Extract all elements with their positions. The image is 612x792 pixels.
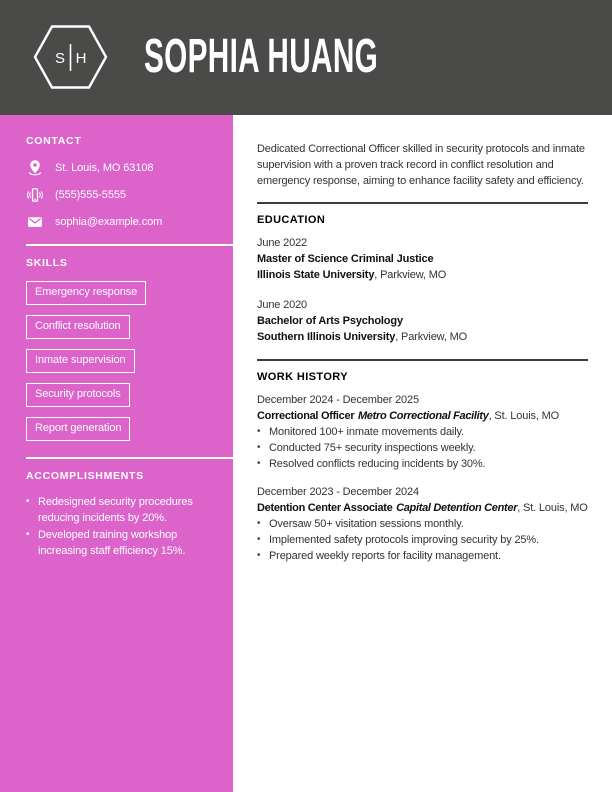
phone-icon	[26, 186, 44, 204]
skills-heading: SKILLS	[26, 257, 68, 269]
job-bullet	[257, 440, 588, 456]
job-dates: December 2023 - December 2024	[257, 486, 419, 498]
job-dates: December 2024 - December 2025	[257, 394, 419, 406]
job-title: Correctional Officer	[257, 410, 355, 422]
job-bullet	[257, 548, 588, 564]
bullet-dot: •	[26, 529, 30, 540]
skill-tag: Emergency response	[26, 281, 146, 305]
job-bullet	[257, 516, 588, 532]
bullet-dot: •	[257, 442, 261, 453]
job-bullet-text: Resolved conflicts reducing incidents by 30%.	[269, 458, 486, 470]
person-name: SOPHIA HUANG	[144, 30, 379, 83]
sidebar-divider	[26, 457, 233, 459]
bullet-dot: •	[257, 550, 261, 561]
section-divider	[257, 202, 588, 204]
sidebar-divider	[26, 244, 233, 246]
contact-row-phone	[26, 186, 217, 204]
accomplishments-heading: ACCOMPLISHMENTS	[26, 470, 144, 482]
skill-tag: Report generation	[26, 417, 130, 441]
job-bullet-text: Monitored 100+ inmate movements daily.	[269, 426, 464, 438]
professional-summary: Dedicated Correctional Officer skilled in security protocols and inmate supervision with a proven track record in conflict resolution and emergency response, aiming to enhance facility safety and efficiency.	[257, 143, 585, 187]
accomplishment-text: Developed training workshop increasing staff efficiency 15%.	[38, 529, 186, 557]
job-bullet	[257, 532, 588, 548]
section-divider	[257, 359, 588, 361]
skill-tag: Conflict resolution	[26, 315, 130, 339]
job-company: Metro Correctional Facility	[357, 410, 489, 422]
job-title: Detention Center Associate	[257, 502, 393, 514]
education-date: June 2020	[257, 299, 308, 311]
job-bullet	[257, 424, 588, 440]
education-degree: Bachelor of Arts Psychology	[257, 315, 403, 327]
bullet-dot: •	[257, 426, 261, 437]
contact-phone-text: (555)555-5555	[55, 189, 126, 201]
contact-row-location	[26, 159, 217, 177]
skill-tag: Security protocols	[26, 383, 130, 407]
logo-initial-left: S	[54, 50, 66, 67]
education-degree: Master of Science Criminal Justice	[257, 253, 434, 265]
job-title-line	[257, 500, 588, 516]
education-location: , Parkview, MO	[374, 269, 447, 281]
job-bullet-text: Conducted 75+ security inspections weekly.	[269, 442, 476, 454]
email-icon	[26, 213, 44, 231]
hexagon-monogram-icon	[33, 25, 108, 89]
accomplishment-item	[26, 494, 217, 526]
logo-initial-right: H	[75, 50, 87, 67]
education-school: Southern Illinois University	[257, 331, 396, 343]
accomplishment-item	[26, 527, 217, 559]
job-bullet-text: Oversaw 50+ visitation sessions monthly.	[269, 518, 464, 530]
hexagon-logo	[33, 25, 108, 94]
contact-row-email	[26, 213, 217, 231]
education-date: June 2022	[257, 237, 308, 249]
accomplishment-text: Redesigned security procedures reducing incidents by 20%.	[38, 496, 193, 524]
education-school-line	[257, 329, 588, 345]
job-entry	[257, 484, 588, 564]
job-title-line	[257, 408, 588, 424]
contact-location-text: St. Louis, MO 63108	[55, 162, 154, 174]
job-location: , St. Louis, MO	[488, 410, 560, 422]
education-school: Illinois State University	[257, 269, 375, 281]
work-history-heading: WORK HISTORY	[257, 371, 348, 383]
job-location: , St. Louis, MO	[517, 502, 588, 514]
job-company: Capital Detention Center	[396, 502, 518, 514]
header-banner	[0, 0, 612, 115]
education-entry	[257, 235, 588, 283]
bullet-dot: •	[257, 534, 261, 545]
education-school-line	[257, 267, 588, 283]
job-bullet	[257, 456, 588, 472]
sidebar	[0, 115, 233, 792]
education-entry	[257, 297, 588, 345]
bullet-dot: •	[257, 458, 261, 469]
bullet-dot: •	[257, 518, 261, 529]
job-bullet-text: Prepared weekly reports for facility management.	[269, 550, 501, 562]
location-pin-icon	[26, 159, 44, 177]
job-bullet-text: Implemented safety protocols improving security by 25%.	[269, 534, 539, 546]
contact-heading: CONTACT	[26, 135, 82, 147]
main-content	[257, 141, 588, 564]
skill-tag: Inmate supervision	[26, 349, 135, 373]
education-location: , Parkview, MO	[395, 331, 468, 343]
contact-email-text: sophia@example.com	[55, 216, 163, 228]
education-heading: EDUCATION	[257, 214, 326, 226]
bullet-dot: •	[26, 496, 30, 507]
job-entry	[257, 392, 588, 472]
